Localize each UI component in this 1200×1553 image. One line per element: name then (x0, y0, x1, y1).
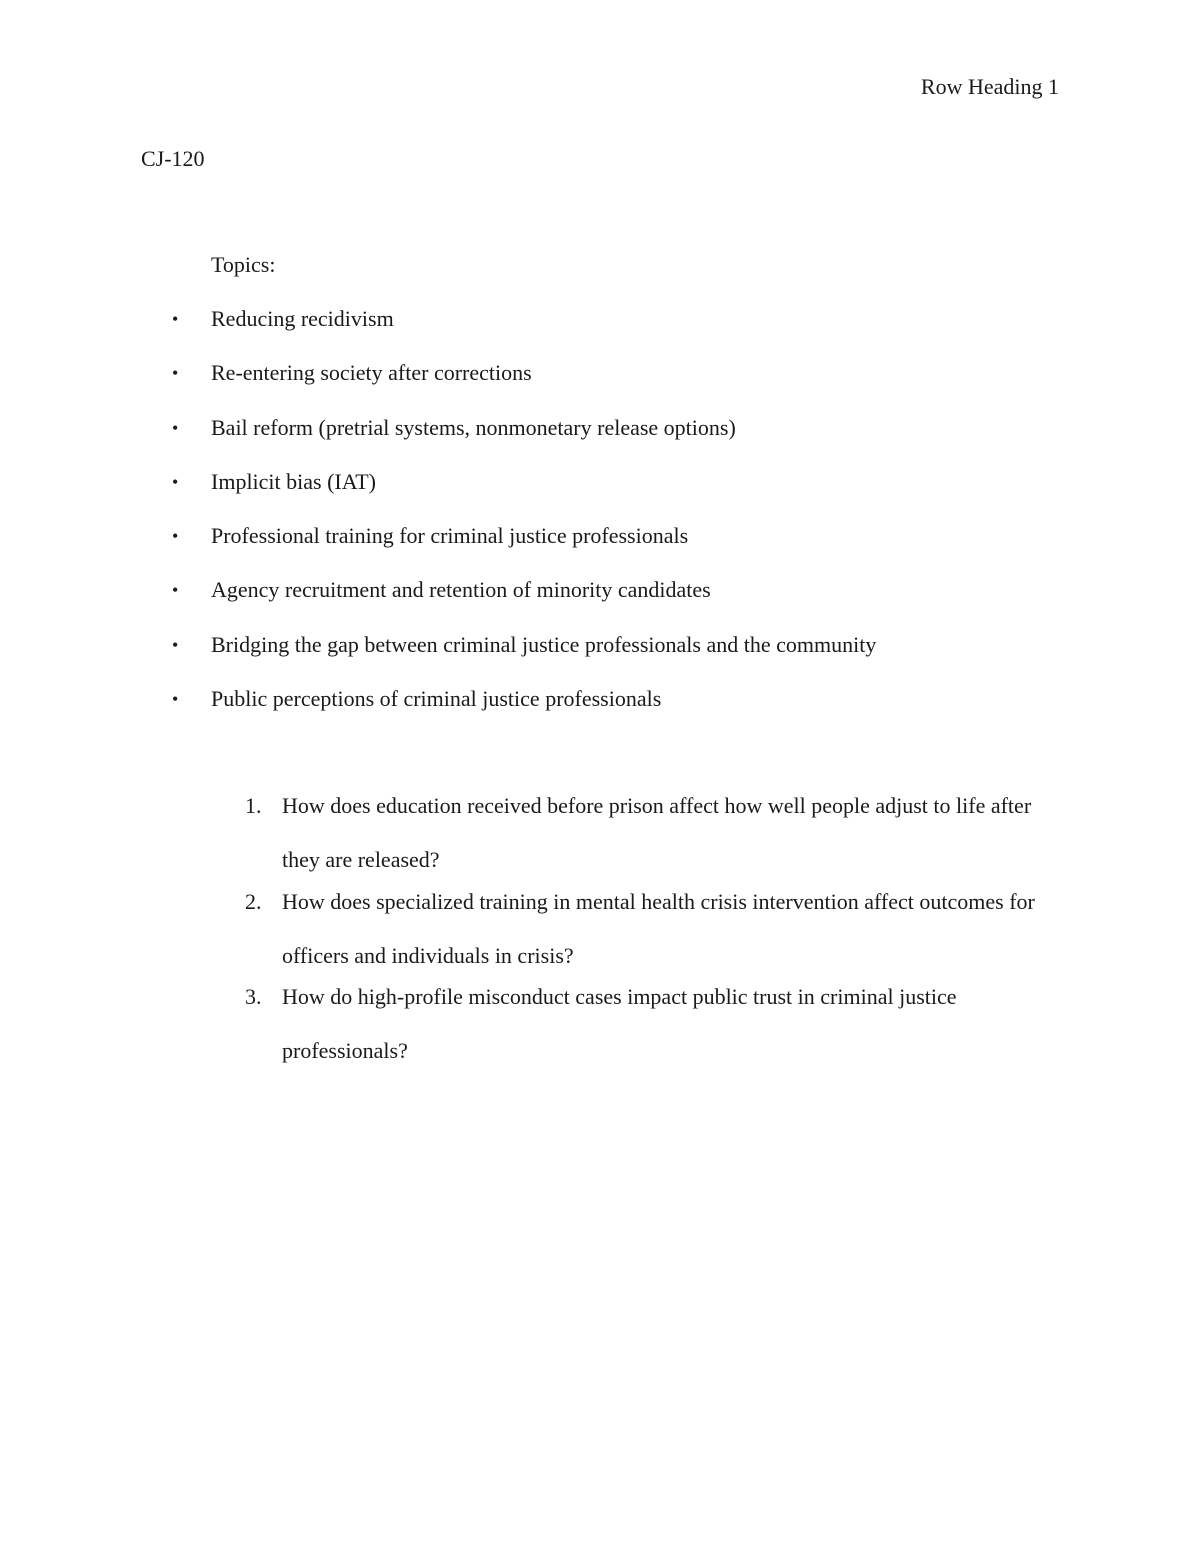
topic-item (0, 576, 1200, 630)
topic-text: Public perceptions of criminal justice professionals (211, 686, 662, 712)
question-number: 3. (245, 984, 262, 1010)
bullet-icon: • (172, 363, 179, 384)
questions-list (0, 792, 1200, 1079)
question-text: How does specialized training in mental health crisis intervention affect outcomes for officers and individuals in crisis? (282, 888, 1035, 968)
bullet-icon: • (172, 689, 179, 710)
running-head: Row Heading 1 (920, 74, 1059, 99)
topic-text: Reducing recidivism (211, 306, 394, 331)
bullet-icon: • (172, 634, 179, 655)
topic-item (0, 305, 1200, 359)
topic-item (0, 522, 1200, 576)
bullet-icon: • (172, 526, 179, 547)
topic-item (0, 685, 1200, 739)
topics-list (0, 305, 1200, 739)
question-item (0, 970, 1200, 1079)
topics-label: Topics: (211, 252, 276, 277)
bullet-icon: • (172, 309, 179, 329)
topic-item (0, 468, 1200, 522)
question-item (0, 875, 1200, 984)
bullet-icon: • (172, 580, 179, 601)
topic-text: Implicit bias (IAT) (211, 468, 376, 494)
bullet-icon: • (172, 417, 179, 438)
question-item (0, 779, 1200, 888)
topic-text: Bridging the gap between criminal justice professionals and the community (211, 631, 877, 657)
bullet-icon: • (172, 471, 179, 492)
topic-item (0, 414, 1200, 468)
topic-text: Agency recruitment and retention of minority candidates (211, 577, 711, 603)
topic-item (0, 359, 1200, 413)
topic-text: Re-entering society after corrections (211, 360, 532, 386)
question-text: How do high-profile misconduct cases impact public trust in criminal justice professionals? (282, 984, 957, 1064)
topic-text: Professional training for criminal justice professionals (211, 523, 689, 549)
question-text: How does education received before prison affect how well people adjust to life after they are released? (282, 793, 1032, 873)
question-number: 1. (245, 793, 262, 818)
question-number: 2. (245, 888, 262, 914)
topic-item (0, 631, 1200, 685)
topic-text: Bail reform (pretrial systems, nonmonetary release options) (211, 414, 736, 440)
course-code: CJ-120 (141, 146, 205, 171)
